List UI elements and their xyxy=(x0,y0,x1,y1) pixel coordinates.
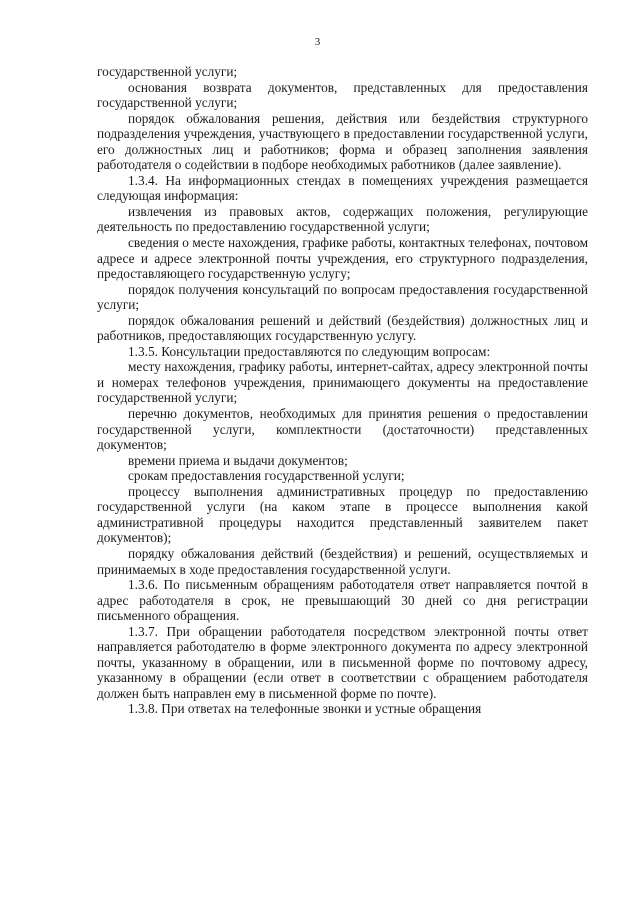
paragraph: срокам предоставления государственной услуги; xyxy=(128,468,405,484)
paragraph: времени приема и выдачи документов; xyxy=(128,452,348,468)
paragraph: извлечения из правовых актов, содержащих положения, регулирующие деятельность по предоставлению государственной услуги; xyxy=(97,203,588,235)
paragraph: порядку обжалования действий (бездействия) и решений, осуществляемых и принимаемых в ходе предоставления государственной услуги. xyxy=(97,545,588,577)
section-1-3-6: 1.3.6. По письменным обращениям работодателя ответ направляется почтой в адрес работодателя в срок, не превышающий 30 дней со дня регистрации письменного обращения. xyxy=(97,577,588,624)
paragraph: месту нахождения, графику работы, интернет-сайтах, адресу электронной почты и номерах телефонов учреждения, принимающего документы на предоставление государственной услуги; xyxy=(97,359,588,406)
paragraph: перечню документов, необходимых для принятия решения о предоставлении государственной услуги, комплектности (достаточности) представленных документов; xyxy=(97,406,588,453)
section-1-3-7: 1.3.7. При обращении работодателя посредством электронной почты ответ направляется работодателю в форме электронного документа по адресу электронной почты, указанному в обращении, или в письменной форме по почтовому адресу, указанному в обращении (если ответ в соответствии с обращением работодателя должен быть направлен ему в письменной форме по почте). xyxy=(97,623,588,701)
paragraph: порядок обжалования решений и действий (бездействия) должностных лиц и работников, предоставляющих государственную услугу. xyxy=(97,312,588,344)
page-number: 3 xyxy=(314,36,321,48)
paragraph: порядок обжалования решения, действия или бездействия структурного подразделения учреждения, участвующего в предоставлении государственной услуги, его должностных лиц и работников; форма и образец заполнения заявления работодателя о содействии в подборе необходимых работников (далее заявление). xyxy=(97,110,588,173)
section-1-3-4: 1.3.4. На информационных стендах в помещениях учреждения размещается следующая информация: xyxy=(97,172,588,204)
document-body xyxy=(97,64,588,717)
paragraph-continuation: государственной услуги; xyxy=(97,64,238,79)
paragraph: порядок получения консультаций по вопросам предоставления государственной услуги; xyxy=(97,281,588,313)
paragraph: основания возврата документов, представленных для предоставления государственной услуги; xyxy=(97,79,588,111)
paragraph: сведения о месте нахождения, графике работы, контактных телефонах, почтовом адресе и адресе электронной почты учреждения, его структурного подразделения, предоставляющего государственную услугу; xyxy=(97,235,588,282)
section-1-3-5: 1.3.5. Консультации предоставляются по следующим вопросам: xyxy=(128,343,491,359)
paragraph: процессу выполнения административных процедур по предоставлению государственной услуги (на каком этапе в процессе выполнения какой административной процедуры находится представленный заявителем пакет документов); xyxy=(97,483,588,546)
section-1-3-8: 1.3.8. При ответах на телефонные звонки и устные обращения xyxy=(128,701,482,717)
